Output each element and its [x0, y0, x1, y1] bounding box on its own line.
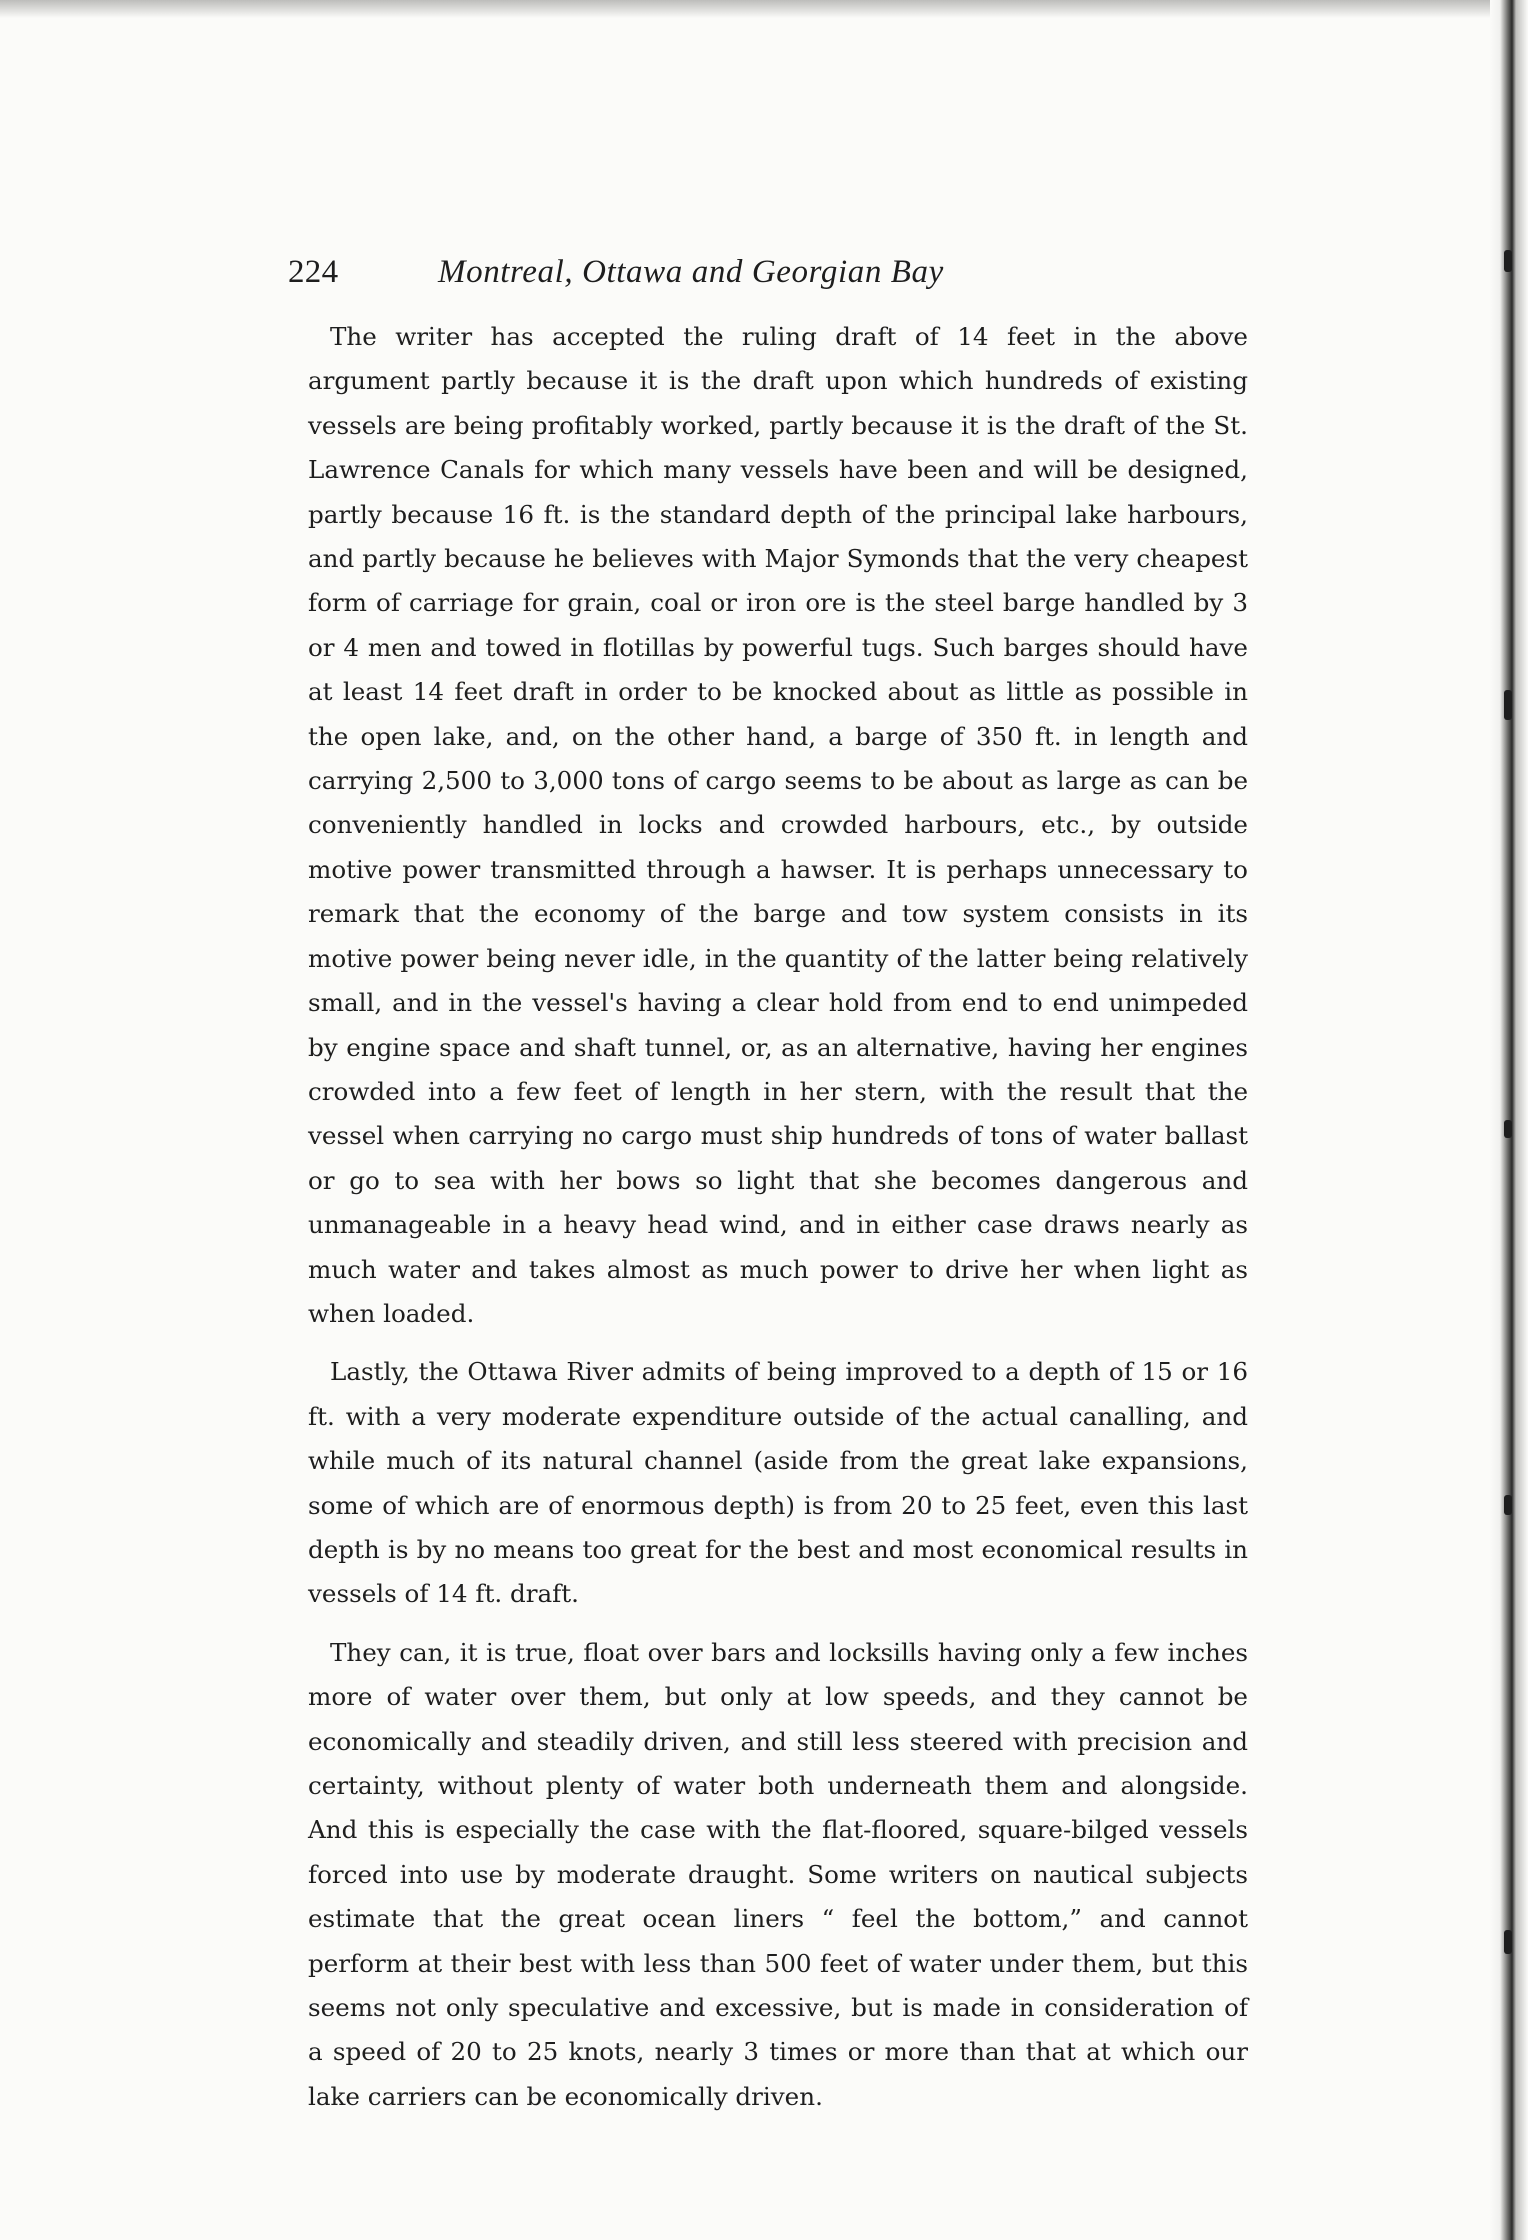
paragraph: Lastly, the Ottawa River admits of being improved to a depth of 15 or 16 ft. with a very moderate expenditure outside of the actual canalling, and while much of its natural channel (aside from the great lake expansions, some of which are of enormous depth) is from 20 to 25 feet, even this last depth is by no means too great for the best and most economical results in vessels of 14 ft. draft. [308, 1357, 1248, 1609]
edge-mark [1504, 1120, 1512, 1138]
edge-mark [1504, 1930, 1512, 1954]
paragraph: They can, it is true, float over bars and locksills having only a few inches more of water over them, but only at low speeds, and they cannot be economically and steadily driven, and still less steered with precision and certainty, without plenty of water both underneath them and alongside. And this is especially the case with the flat-floored, square-bilged vessels forced into use by moderate draught. Some writers on nautical subjects estimate that the great ocean liners “ feel the bottom,” and cannot perform at their best with less than 500 feet of water under them, but this seems not only speculative and excessive, but is made in consideration of a speed of 20 to 25 knots, nearly 3 times or more than that at which our lake carriers can be economically driven. [308, 1637, 1248, 2111]
scan-top-shadow [0, 0, 1528, 18]
running-head [288, 254, 1248, 291]
edge-mark [1504, 1495, 1512, 1515]
page-number: 224 [288, 254, 339, 290]
edge-mark [1504, 690, 1512, 720]
page-edge-binding [1490, 0, 1528, 2240]
running-title: Montreal, Ottawa and Georgian Bay [438, 254, 944, 290]
paragraph: The writer has accepted the ruling draft of 14 feet in the above argument partly because it is the draft upon which hundreds of existing vessels are being profitably worked, partly because it is the draft of the St. Lawrence Canals for which many vessels have been and will be designed, partly because 16 ft. is the standard depth of the principal lake harbours, and partly because he believes with Major Symonds that the very cheapest form of carriage for grain, coal or iron ore is the steel barge handled by 3 or 4 men and towed in flotillas by powerful tugs. Such barges should have at least 14 feet draft in order to be knocked about as little as possible in the open lake, and, on the other hand, a barge of 350 ft. in length and carrying 2,500 to 3,000 tons of cargo seems to be about as large as can be conveniently handled in locks and crowded harbours, etc., by outside motive power transmitted through a hawser. It is perhaps unnecessary to remark that the economy of the barge and tow system consists in its motive power being never idle, in the quantity of the latter being relatively small, and in the vessel's having a clear hold from end to end unimpeded by engine space and shaft tunnel, or, as an alternative, having her engines crowded into a few feet of length in her stern, with the result that the vessel when carrying no cargo must ship hundreds of tons of water ballast or go to sea with her bows so light that she becomes dangerous and unmanageable in a heavy head wind, and in either case draws nearly as much water and takes almost as much power to drive her when light as when loaded. [308, 322, 1248, 1328]
book-page [288, 254, 1248, 2133]
edge-mark [1504, 250, 1512, 272]
